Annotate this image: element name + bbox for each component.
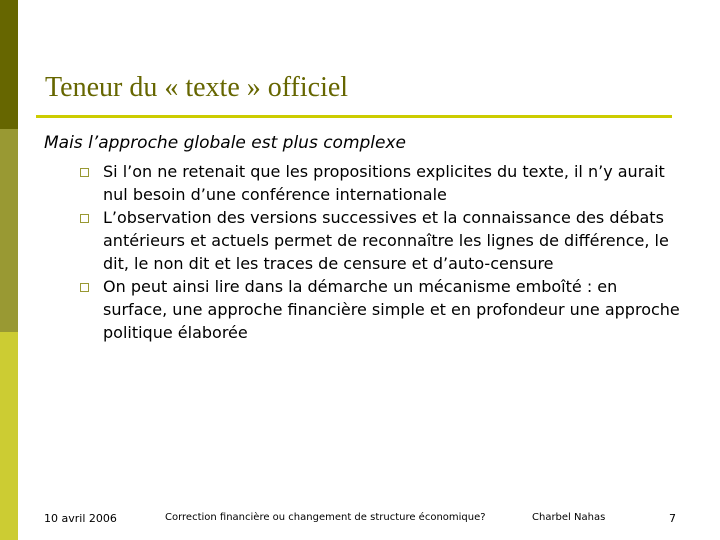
- side-band-dark: [0, 0, 18, 129]
- side-band-light: [0, 332, 18, 540]
- footer-author: Charbel Nahas: [532, 512, 606, 523]
- footer-title: Correction financière ou changement de structure économique?: [165, 512, 486, 523]
- title-underline: [36, 115, 672, 118]
- slide-subtitle: Mais l’approche globale est plus complexe: [44, 133, 407, 153]
- side-band-mid: [0, 129, 18, 332]
- square-bullet-icon: [80, 283, 89, 292]
- bullet-item: [80, 206, 680, 275]
- square-bullet-icon: [80, 168, 89, 177]
- bullet-text: On peut ainsi lire dans la démarche un mécanisme emboîté : en surface, une approche financière simple et en profondeur une approche politique élaborée: [103, 277, 680, 342]
- bullet-item: [80, 275, 680, 344]
- bullet-text: Si l’on ne retenait que les propositions explicites du texte, il n’y aurait nul besoin d’une conférence internationale: [103, 162, 665, 204]
- slide-title: Teneur du « texte » officiel: [45, 72, 349, 103]
- square-bullet-icon: [80, 214, 89, 223]
- page-number: 7: [669, 512, 676, 525]
- footer-date: 10 avril 2006: [44, 512, 117, 525]
- bullet-list: [80, 160, 680, 344]
- bullet-item: [80, 160, 680, 206]
- bullet-text: L’observation des versions successives et la connaissance des débats antérieurs et actuels permet de reconnaître les lignes de différence, le dit, le non dit et les traces de censure et d’auto-censure: [103, 208, 669, 273]
